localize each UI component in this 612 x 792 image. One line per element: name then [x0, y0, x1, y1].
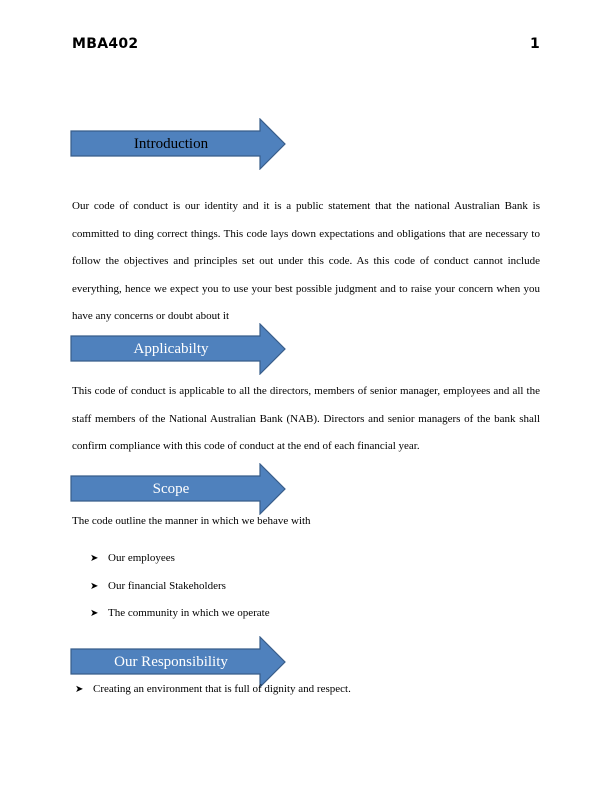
header-course-code: MBA402: [72, 36, 139, 52]
list-item-text: Our financial Stakeholders: [108, 579, 226, 592]
scope-arrow-banner: [70, 463, 286, 515]
arrowhead-bullet-icon: ➤: [75, 683, 84, 695]
scope-heading: Scope: [152, 480, 190, 497]
list-item: [90, 573, 270, 601]
arrowhead-bullet-icon: ➤: [90, 580, 99, 592]
arrowhead-bullet-icon: ➤: [90, 608, 99, 619]
introduction-heading: Introduction: [133, 135, 209, 152]
list-item-text: Creating an environment that is full of dignity and respect.: [93, 683, 351, 695]
applicability-heading: Applicabilty: [133, 340, 209, 357]
arrowhead-bullet-icon: ➤: [90, 553, 99, 564]
header-page-number: 1: [529, 36, 540, 52]
introduction-arrow-banner: [70, 118, 286, 170]
responsibility-heading: Our Responsibility: [114, 653, 228, 670]
list-item: [90, 600, 270, 628]
responsibility-arrow-banner: [70, 636, 286, 688]
list-item: [90, 545, 270, 573]
scope-bullet-list: [90, 545, 270, 628]
applicability-arrow-banner: [70, 323, 286, 375]
introduction-paragraph: Our code of conduct is our identity and it is a public statement that the national Australian Bank is committed to ding correct things. This code lays down expectations and obligations that are necessary to follow the objectives and principles set out under this code. As this code of conduct cannot include everything, hence we expect you to use your best possible judgment and to raise your concern when you have any concerns or doubt about it: [72, 200, 540, 322]
list-item-text: Our employees: [108, 552, 175, 564]
list-item-text: The community in which we operate: [108, 607, 270, 619]
applicability-paragraph: This code of conduct is applicable to all the directors, members of senior manager, employees and all the staff members of the National Australian Bank (NAB). Directors and senior managers of the bank shall confirm compliance with this code of conduct at the end of each financial year.: [72, 385, 540, 452]
list-item: [75, 683, 351, 695]
scope-intro: The code outline the manner in which we behave with: [72, 515, 311, 527]
